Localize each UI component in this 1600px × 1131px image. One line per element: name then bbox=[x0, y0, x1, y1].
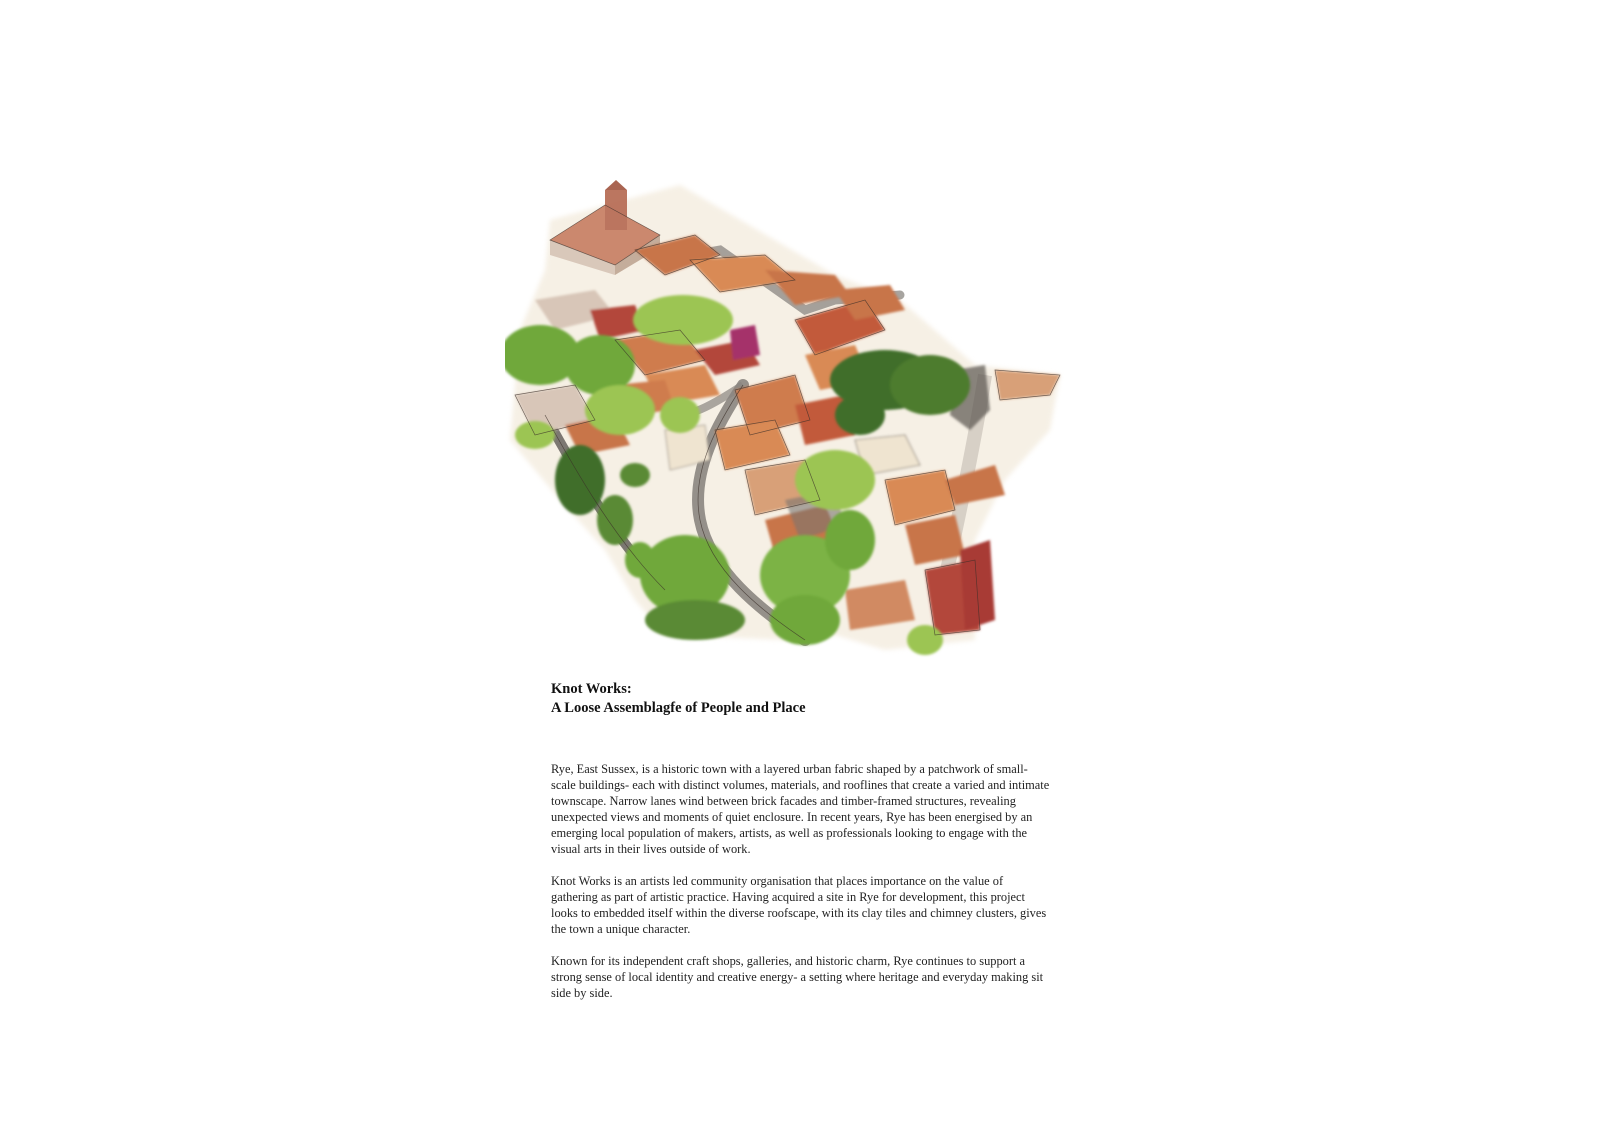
document-title bbox=[551, 680, 1071, 718]
paragraph-1: Rye, East Sussex, is a historic town with a layered urban fabric shaped by a patchwork of small-scale buildings- each with distinct volumes, materials, and rooflines that create a varied and intimate townscape. Narrow lanes wind between brick facades and timber-framed structures, revealing unexpected views and moments of quiet enclosure. In recent years, Rye has been energised by an emerging local population of makers, artists, as well as professionals looking to engage with the visual arts in their lives outside of work. bbox=[551, 762, 1050, 856]
paragraph-2: Knot Works is an artists led community organisation that places importance on the value of gathering as part of artistic practice. Having acquired a site in Rye for development, this project looks to embedded itself within the diverse roofscape, with its clay tiles and chimney clusters, gives the town a unique character. bbox=[551, 874, 1047, 936]
town-watercolour-icon bbox=[505, 180, 1095, 660]
body-text bbox=[551, 761, 1051, 1017]
aerial-town-illustration bbox=[505, 180, 1095, 660]
title-line-2: A Loose Assemblagfe of People and Place bbox=[551, 700, 806, 716]
title-line-1: Knot Works: bbox=[551, 681, 632, 697]
paragraph-3: Known for its independent craft shops, galleries, and historic charm, Rye continues to support a strong sense of local identity and creative energy- a setting where heritage and everyday making sit side by side. bbox=[551, 954, 1044, 1000]
